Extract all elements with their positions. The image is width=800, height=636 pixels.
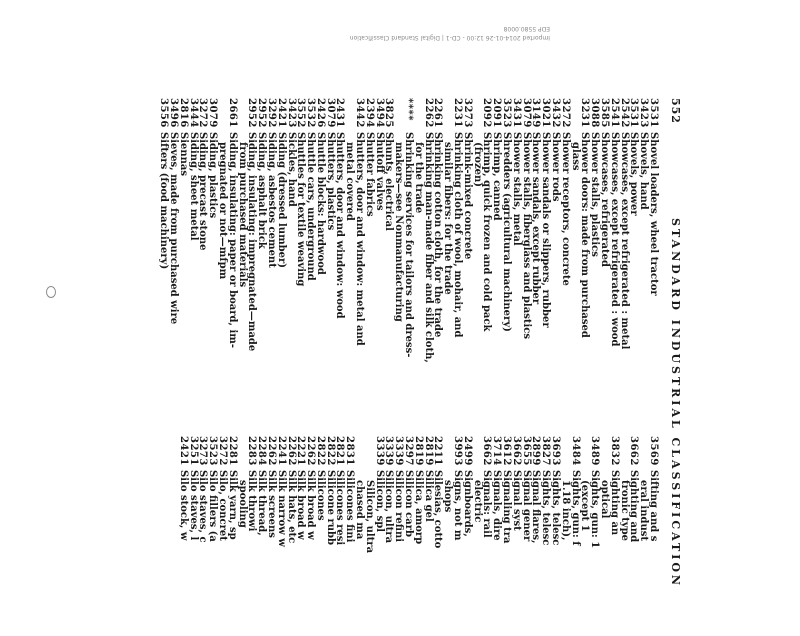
entry-text: Silk hats, etc [285,470,297,544]
entry-text: Sights, telesc [550,470,562,546]
entry-text: Shovels, power [628,132,640,216]
index-entry [491,436,501,636]
sic-code: 2394 [363,98,375,128]
entry-text: Silica gel [422,470,434,522]
sic-code: 3272 [216,436,228,466]
sic-code: 3496 [167,98,179,128]
index-entry [325,436,335,636]
index-entry [178,98,188,348]
index-entry [188,436,198,636]
index-entry [158,98,168,348]
sic-code: 3489 [589,436,601,466]
index-entry [629,98,639,348]
sic-code: 3272 [197,98,209,128]
sic-code: 3827 [540,436,552,466]
index-entry [335,436,345,636]
entry-text: Silicon carb [403,470,415,537]
index-entry [237,98,247,348]
index-entry [570,436,580,636]
index-entry [217,436,227,636]
entry-text: Silk yarn, sp [226,470,238,540]
entry-text: Shower receptors, concrete [559,132,571,286]
entry-text: Shrinking man-made fiber and silk cloth, [422,132,434,363]
index-entry [609,98,619,348]
index-entry [521,98,531,348]
entry-text: chased ma [354,480,366,540]
index-entry [648,436,658,636]
entry-text: 1.18 inch), [559,480,571,541]
sic-code: 3079 [520,98,532,128]
entry-text: Shuttles for textile weaving [295,132,307,287]
index-entry [237,436,247,636]
entry-text: Silk thread, [256,470,268,536]
entry-text: Silo, concret [216,470,228,541]
sic-code: 3484 [569,436,581,466]
index-entry [354,98,364,348]
index-entry [227,436,237,636]
index-entry [442,98,452,348]
entry-text: metal covered [344,142,356,221]
sic-code: 2499 [461,436,473,466]
scan-header [250,24,550,42]
entry-text: (except 1 [579,480,591,532]
entry-text: Silicones resi [334,470,346,546]
sic-code: 3339 [373,436,385,466]
index-entry [296,98,306,348]
page-header [664,98,682,618]
entry-text: Silicone rubb [324,470,336,546]
entry-text: Shrimp, quick frozen and cold pack [481,132,493,332]
sic-code: 3585 [599,98,611,128]
entry-text: Silk narrow w [275,470,287,547]
sic-code: 3339 [393,436,405,466]
entry-text: Signboards, [461,470,473,537]
index-entry [580,98,590,348]
sic-code: 3432 [550,98,562,128]
index-entry [580,436,590,636]
sic-code: 3292 [265,98,277,128]
sic-code: 3825 [383,98,395,128]
entry-text: Shower stalls, plastics [589,132,601,257]
sic-code: 2819 [412,436,424,466]
entry-text: Sifting and s [648,470,659,542]
index-entry [540,98,550,348]
index-entry [198,98,208,348]
sic-code: 2262 [422,98,434,128]
page-title: STANDARD INDUSTRIAL CLASSIFICATION [669,218,682,588]
index-entry [462,436,472,636]
entry-text: (frozen) [471,142,483,188]
sic-code: 2421 [275,98,287,128]
sic-code: 3523 [207,436,219,466]
binder-ring-mark [46,286,56,298]
entry-text: Shunts, electrical [383,132,395,231]
page-number: 552 [669,98,682,124]
entry-text: Siding, insulating: paper or board, im- [226,132,238,349]
entry-text: Silicones [314,470,326,521]
sic-code: 3442 [354,98,366,128]
sic-code: 2431 [334,98,346,128]
index-entry [531,98,541,348]
entry-text: Signals, dire [491,470,503,541]
sic-code: 3832 [608,436,620,466]
index-entry [246,98,258,352]
sic-code: 2822 [314,436,326,466]
index-entry [511,436,521,636]
index-entry [452,98,462,348]
sic-code: 3431 [510,98,522,128]
sic-code: 2822 [324,436,336,466]
entry-text: Sights, gun: 1 [589,470,601,549]
sic-code: 3088 [589,98,601,128]
index-entry [325,98,335,348]
sic-code: 2284 [256,436,268,466]
entry-text: tronic type [618,480,630,541]
sic-code: 3714 [491,436,503,466]
entry-text: Sights, gun: f [569,470,581,546]
index-entry [345,436,355,636]
entry-text: Signal syst [510,470,522,531]
entry-text: eral indust [638,480,650,541]
sic-code: 2541 [608,98,620,128]
sic-code: 3339 [383,436,395,466]
entry-text: Sifters (food machinery) [158,132,170,270]
sic-code: 3531 [648,98,659,128]
entry-text: spooling [236,480,248,528]
scan-line-2: EDP 5580.0008 [503,25,550,32]
index-entry [491,98,501,348]
sic-code: 2241 [275,436,287,466]
sic-code: 3662 [510,436,522,466]
entry-text: Silicon, ultra [383,470,395,544]
index-entry [198,436,208,636]
entry-text: Siding, sheet metal [187,132,199,241]
entry-text: Sighting and [628,470,640,543]
index-entry [247,436,257,636]
entry-text: Silo staves, c [197,470,209,543]
sic-code: 2952 [256,98,268,128]
index-entry [256,98,266,348]
sic-code: 2421 [177,436,189,466]
entry-text: Silo stock, w [177,470,189,541]
sic-code: 3079 [324,98,336,128]
index-entry [413,436,423,636]
sic-code: 3612 [501,436,513,466]
sic-code: 2816 [177,98,189,128]
sic-code: 3273 [461,98,473,128]
entry-text: Siding (dressed lumber) [275,132,287,269]
index-entry [207,436,217,636]
index-entry [393,436,403,636]
index-entry [433,98,443,348]
index-entry [589,436,599,636]
sic-code: 2899 [530,436,542,466]
index-entry [403,436,413,636]
entry-text: Silo staves, l [187,470,199,541]
sic-code: 3272 [559,98,571,128]
sic-code: 2819 [422,436,434,466]
entry-text: Sieves, made from purchased wire [167,132,179,325]
sic-code: 3423 [638,98,650,128]
scan-line-1: Imported 2014-01-26 12:00 - CD-1 | Digital Standard Classification [349,34,550,41]
sic-code: 3021 [540,98,552,128]
rotated-page [142,98,682,618]
index-entry [384,98,394,348]
index-entry [599,98,609,348]
index-entry [217,98,227,348]
entry-text: Shuttle cars, underground [305,132,317,281]
index-entry [560,436,570,636]
index-entry [501,98,511,348]
entry-text: electric [471,480,483,523]
sic-code: 3693 [550,436,562,466]
entry-text: Sights, telesc [540,470,552,546]
index-entry [188,98,198,348]
index-entry [393,98,403,348]
entry-text: Shrimp, canned [491,132,503,221]
entry-text: Shutters, plastics [324,132,336,231]
entry-text: Siennas [177,132,189,177]
sic-code: 2261 [432,98,444,128]
sic-code: 3251 [187,436,199,466]
entry-text: from purchased materials [236,142,248,288]
sic-code: 3444 [187,98,199,128]
entry-text: Shredders (agricultural machinery) [501,132,513,332]
index-entry [482,436,492,636]
index-entry [296,436,306,636]
sic-code: 2542 [618,98,630,128]
entry-text: Shovels, hand [638,132,650,210]
entry-text: Shovel loaders, wheel tractor [648,132,659,296]
index-entry [374,436,384,636]
index-entry [266,98,276,348]
index-entry [276,436,286,636]
entry-text: Siding, asphalt brick [256,132,268,249]
sic-code: 3494 [373,98,385,128]
sic-code: 3662 [481,436,493,466]
entry-text: Shutters, door and window: metal and [354,132,366,346]
index-entry [374,98,384,348]
sic-code: 2661 [226,98,238,128]
index-entry [364,98,374,348]
index-entry [589,98,599,348]
entry-text: Shutter fabrics [363,132,375,217]
index-entry [648,98,658,348]
index-entry [472,436,482,636]
entry-text: makers—see Nonmanufacturing [393,142,405,322]
entry-text: Siding, plastics [207,132,219,219]
index-entry [364,436,374,636]
index-entry [472,98,482,348]
index-entry [560,98,570,348]
sic-code: 2092 [481,98,493,128]
entry-text: Signal flares, [530,470,542,544]
entry-text: glass [569,142,581,171]
entry-text: Silicones fini [344,470,356,543]
entry-text: for the trade [412,142,424,214]
entry-text: Siding, precast stone [197,132,209,251]
index-entry [442,436,452,636]
index-entry [422,98,434,363]
sic-code: 2952 [246,98,258,128]
entry-text: Shrinking cloth of wool, mohair, and [452,132,464,338]
sic-code: 3993 [452,436,464,466]
index-entry [638,98,648,348]
entry-text: Shower doors: made from purchased [579,132,591,338]
index-entry [599,436,609,636]
entry-text: Shutters, door and window: wood [334,132,346,319]
entry-text: Silk broad w [305,470,317,540]
index-entry [305,98,315,348]
entry-text: Signaling tra [501,470,513,544]
sic-code: 3532 [305,98,317,128]
sic-code: 3523 [501,98,513,128]
entry-text: Signals: rail [481,470,493,538]
entry-text: Showcases, refrigerated [599,132,611,267]
index-entry [501,436,511,636]
index-entry [345,98,355,348]
entry-text: Shower sandals, except rubber [530,132,542,305]
sic-code: 3662 [628,436,640,466]
index-entry [609,436,619,636]
entry-text: Signal gener [520,470,532,542]
index-entry [178,436,188,636]
index-entry [452,436,462,636]
index-entry [276,98,286,348]
index-entry [550,98,560,348]
sic-code: 3079 [207,98,219,128]
entry-text: Silk throwi [246,470,258,532]
sic-code: 2283 [246,436,258,466]
index-entry [521,436,531,636]
sic-code: 2262 [305,436,317,466]
sic-code: 3423 [285,98,297,128]
index-entry [433,436,443,636]
index-entry [570,98,580,348]
index-entry [531,436,541,636]
index-entry [550,436,560,636]
entry-text: Silk screens [265,470,277,538]
sic-code: **** [403,98,415,121]
entry-text: Shrink-mixed concrete [461,132,473,260]
index-entry [423,436,433,636]
sic-code: 3655 [520,436,532,466]
index-entry [629,436,639,636]
entry-text: Shower stalls, fiberglass and plastics [520,132,532,339]
index-entry [384,436,394,636]
index-entry [227,98,237,348]
sic-code: 3149 [530,98,542,128]
entry-text: Siding, insulating: impregnated—made [246,132,258,352]
entry-text: Showcases, except refrigerated : wood [608,132,620,347]
entry-text: Silo fillers (a [207,470,219,542]
index-entry [315,436,325,636]
index-entry [286,98,296,348]
index-entry [256,436,266,636]
entry-text: Sighting an [608,470,620,536]
entry-text: Sickles, hand [285,132,297,207]
index-entry [511,98,521,348]
entry-text: Siding, asbestos cement [265,132,277,268]
sic-code: 2831 [344,436,356,466]
entry-text: Silica, amorp [412,470,424,545]
sic-code: 2091 [491,98,503,128]
index-entry [305,436,315,636]
index-entry [403,98,415,358]
index-entry [540,436,550,636]
entry-text: Showcases, except refrigerated : metal [618,132,630,350]
sic-code: 3231 [579,98,591,128]
sic-code: 3297 [403,436,415,466]
sic-code: 3556 [158,98,170,128]
index-entry [335,98,345,348]
entry-text: Signs, not m [452,470,464,541]
right-column [178,436,658,636]
index-entry [286,436,296,636]
index-entry [462,98,472,348]
index-entry [413,98,423,348]
entry-text: Silk broad w [295,470,307,540]
left-column [158,98,659,363]
index-entry [482,98,492,348]
sic-code: 3273 [197,436,209,466]
entry-text: Shuttle blocks: hardwood [314,132,326,275]
index-entry [354,436,364,636]
index-entry [207,98,217,348]
entry-text: Shrinking services for tailors and dress- [403,132,415,358]
entry-text: pregnated or not—mfpm [216,142,228,280]
sic-code: 3569 [648,436,659,466]
entry-text: Silicon, ultra [363,480,375,554]
sic-code: 2262 [285,436,297,466]
sic-code: 2211 [432,436,444,466]
index-entry [315,98,325,348]
sic-code: 2221 [295,436,307,466]
entry-text: Shutoff valves [373,132,385,211]
index-entry [619,98,629,348]
entry-text: Silesias, cotto [432,470,444,549]
sic-code: 2821 [334,436,346,466]
entry-text: Shower rods [550,132,562,202]
index-entry [638,436,648,636]
sic-code: 3552 [295,98,307,128]
sic-code: 2426 [314,98,326,128]
entry-text: optical [599,480,611,519]
sic-code: 3531 [628,98,640,128]
index-entry [266,436,276,636]
index-entry [168,98,178,348]
sic-code: 2262 [265,436,277,466]
entry-text: Silicon, spl [373,470,385,533]
entry-text: Shower sandals or slippers, rubber [540,132,552,328]
entry-text: Shrinking cotton cloth, for the trade [432,132,444,338]
entry-text: shops [442,480,454,513]
entry-text: similar fibers: for the trade [442,142,454,295]
index-entry [619,436,629,636]
entry-text: Silicon refini [393,470,405,543]
entry-text: Shower stalls, metal [510,132,522,246]
sic-code: 2231 [452,98,464,128]
sic-code: 2281 [226,436,238,466]
